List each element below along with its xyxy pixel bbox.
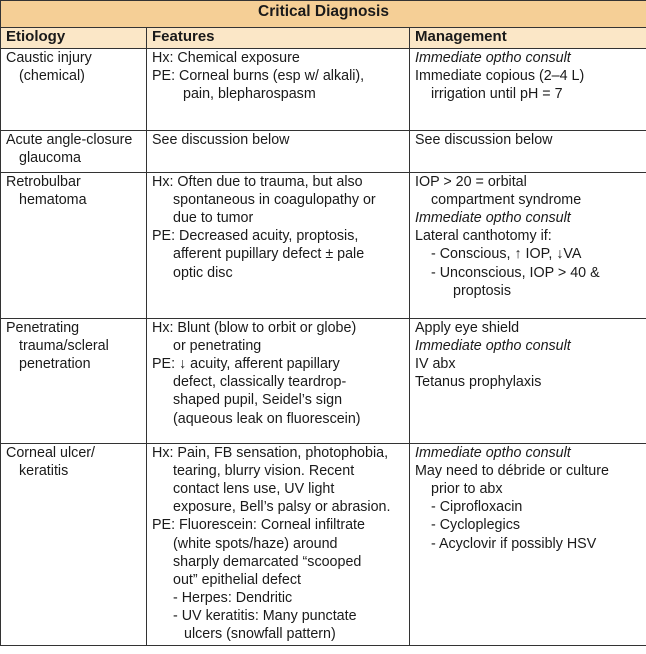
- management-text: IOP > 20 = orbital: [415, 174, 527, 191]
- header-row: [1, 28, 646, 49]
- features-text: PE: Fluorescein: Corneal infiltrate: [152, 517, 365, 534]
- features-text: defect, classically teardrop-: [173, 374, 347, 391]
- features-text: - Herpes: Dendritic: [173, 589, 293, 606]
- features-cell: [147, 173, 410, 319]
- features-text: See discussion below: [152, 132, 290, 149]
- features-cell: [147, 444, 410, 646]
- management-text: May need to débride or culture: [415, 463, 609, 480]
- management-text: Immediate optho consult: [415, 445, 571, 462]
- etiology-text: Penetrating: [6, 320, 80, 337]
- features-text: shaped pupil, Seidel’s sign: [173, 392, 343, 409]
- management-text: Tetanus prophylaxis: [415, 374, 542, 391]
- features-text: PE: Decreased acuity, proptosis,: [152, 228, 359, 245]
- features-text: pain, blepharospasm: [183, 86, 316, 103]
- etiology-text: trauma/scleral: [19, 338, 109, 355]
- table-row: [1, 131, 646, 173]
- management-text: - Acyclovir if possibly HSV: [431, 535, 597, 552]
- features-text: out” epithelial defect: [173, 571, 301, 588]
- features-text: Hx: Chemical exposure: [152, 50, 300, 67]
- table-row: [1, 444, 646, 646]
- features-text: PE: ↓ acuity, afferent papillary: [152, 356, 340, 373]
- management-text: See discussion below: [415, 132, 553, 149]
- etiology-text: Corneal ulcer/: [6, 445, 95, 462]
- features-text: or penetrating: [173, 338, 262, 355]
- management-text: Immediate optho consult: [415, 50, 571, 67]
- features-text: optic disc: [173, 264, 233, 281]
- features-cell: [147, 131, 410, 173]
- management-text: Immediate optho consult: [415, 210, 571, 227]
- etiology-text: hematoma: [19, 192, 87, 209]
- header-etiology: Etiology: [1, 28, 147, 49]
- etiology-text: (chemical): [19, 68, 85, 85]
- features-text: due to tumor: [173, 210, 254, 227]
- management-text: IV abx: [415, 356, 456, 373]
- management-cell: [410, 319, 646, 444]
- table-row: [1, 319, 646, 444]
- features-text: exposure, Bell’s palsy or abrasion.: [173, 499, 391, 516]
- management-text: Immediate copious (2–4 L): [415, 68, 585, 85]
- management-cell: [410, 131, 646, 173]
- features-text: (white spots/haze) around: [173, 535, 338, 552]
- table-row: [1, 173, 646, 319]
- features-text: afferent pupillary defect ± pale: [173, 246, 365, 263]
- features-text: (aqueous leak on fluorescein): [173, 410, 361, 427]
- features-text: sharply demarcated “scooped: [173, 553, 362, 570]
- etiology-cell: [1, 173, 147, 319]
- features-text: ulcers (snowfall pattern): [184, 626, 336, 643]
- features-text: PE: Corneal burns (esp w/ alkali),: [152, 68, 365, 85]
- features-text: spontaneous in coagulopathy or: [173, 192, 376, 209]
- management-cell: [410, 49, 646, 131]
- management-text: - Ciprofloxacin: [431, 499, 523, 516]
- management-cell: [410, 444, 646, 646]
- header-management: Management: [410, 28, 646, 49]
- management-cell: [410, 173, 646, 319]
- etiology-text: keratitis: [19, 463, 69, 480]
- features-text: - UV keratitis: Many punctate: [173, 607, 357, 624]
- features-text: Hx: Often due to trauma, but also: [152, 174, 363, 191]
- management-text: Lateral canthotomy if:: [415, 228, 552, 245]
- etiology-text: Retrobulbar: [6, 174, 81, 191]
- etiology-cell: [1, 131, 147, 173]
- features-cell: [147, 49, 410, 131]
- features-text: Hx: Pain, FB sensation, photophobia,: [152, 445, 389, 462]
- etiology-cell: [1, 444, 147, 646]
- management-text: Immediate optho consult: [415, 338, 571, 355]
- etiology-text: glaucoma: [19, 150, 81, 167]
- etiology-text: penetration: [19, 356, 91, 373]
- features-text: Hx: Blunt (blow to orbit or globe): [152, 320, 357, 337]
- table-title: Critical Diagnosis: [1, 1, 646, 28]
- management-text: prior to abx: [431, 481, 503, 498]
- management-text: irrigation until pH = 7: [431, 86, 563, 103]
- etiology-cell: [1, 49, 147, 131]
- management-text: proptosis: [453, 282, 512, 299]
- header-features: Features: [147, 28, 410, 49]
- management-text: - Cycloplegics: [431, 517, 520, 534]
- management-text: compartment syndrome: [431, 192, 582, 209]
- etiology-text: Acute angle-closure: [6, 132, 133, 149]
- features-text: contact lens use, UV light: [173, 481, 335, 498]
- features-text: tearing, blurry vision. Recent: [173, 463, 355, 480]
- features-cell: [147, 319, 410, 444]
- management-text: - Conscious, ↑ IOP, ↓VA: [431, 246, 582, 263]
- management-text: - Unconscious, IOP > 40 &: [431, 264, 600, 281]
- etiology-text: Caustic injury: [6, 50, 92, 67]
- etiology-cell: [1, 319, 147, 444]
- management-text: Apply eye shield: [415, 320, 520, 337]
- table-row: [1, 49, 646, 131]
